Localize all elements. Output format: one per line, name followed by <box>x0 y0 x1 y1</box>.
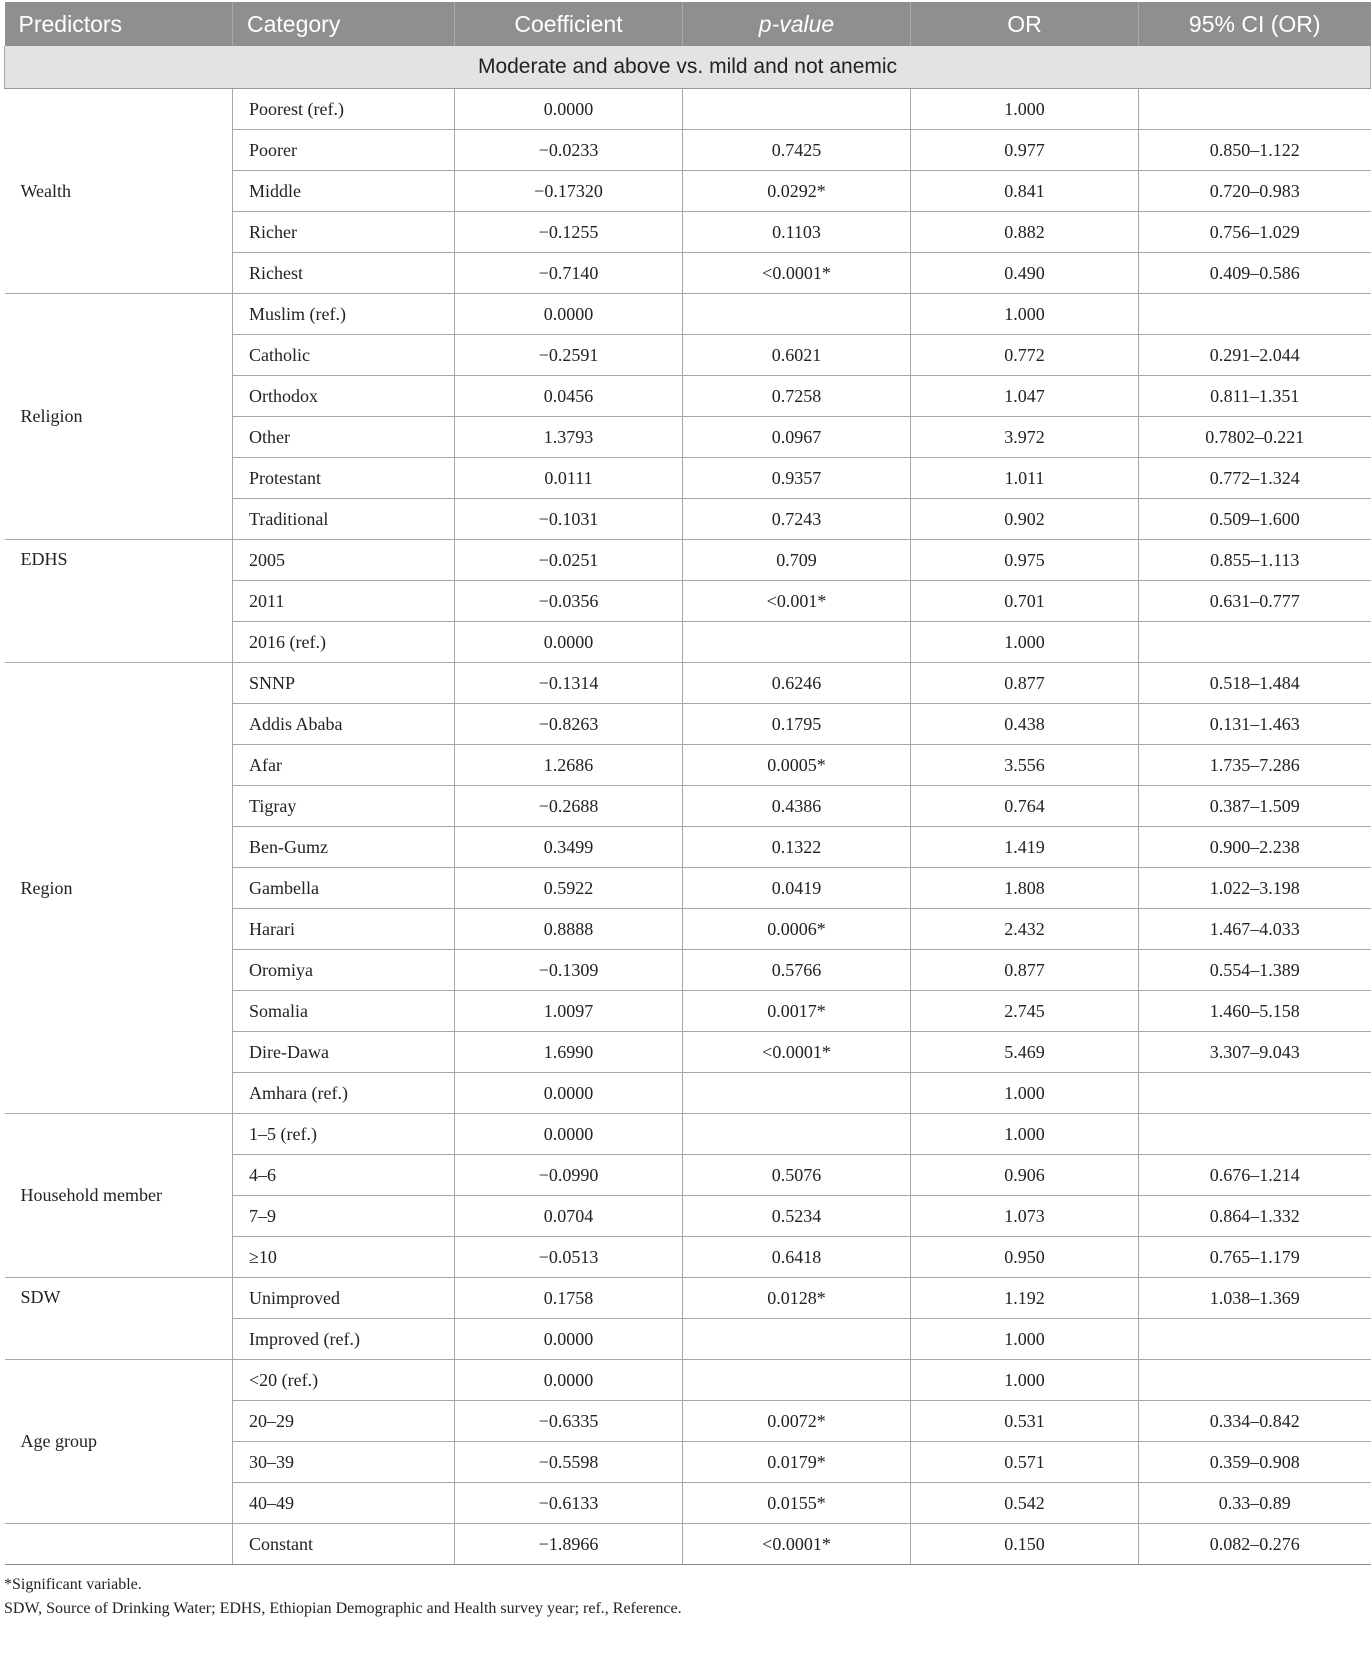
category-cell: Other <box>233 417 455 458</box>
coefficient-cell: 1.6990 <box>455 1032 683 1073</box>
p-value-cell: 0.9357 <box>683 458 911 499</box>
coefficient-cell: 0.3499 <box>455 827 683 868</box>
category-cell: Oromiya <box>233 950 455 991</box>
p-value-cell <box>683 1073 911 1114</box>
ci-cell: 0.850–1.122 <box>1139 130 1371 171</box>
coefficient-cell: −0.8263 <box>455 704 683 745</box>
or-cell: 0.977 <box>911 130 1139 171</box>
or-cell: 1.073 <box>911 1196 1139 1237</box>
coefficient-cell: 0.8888 <box>455 909 683 950</box>
ci-cell: 0.900–2.238 <box>1139 827 1371 868</box>
ci-cell: 0.554–1.389 <box>1139 950 1371 991</box>
ci-cell: 0.7802–0.221 <box>1139 417 1371 458</box>
p-value-cell <box>683 294 911 335</box>
coefficient-cell: −0.0233 <box>455 130 683 171</box>
ci-cell: 3.307–9.043 <box>1139 1032 1371 1073</box>
header-p-value-text: p-value <box>758 10 835 37</box>
header-row <box>5 2 1371 46</box>
or-cell: 0.764 <box>911 786 1139 827</box>
p-value-cell: 0.0006* <box>683 909 911 950</box>
predictor-cell: SDW <box>5 1278 233 1360</box>
p-value-cell: <0.0001* <box>683 253 911 294</box>
p-value-cell: 0.7425 <box>683 130 911 171</box>
category-cell: ≥10 <box>233 1237 455 1278</box>
p-value-cell <box>683 1114 911 1155</box>
coefficient-cell: −0.7140 <box>455 253 683 294</box>
header-coefficient: Coefficient <box>455 2 683 46</box>
category-cell: Orthodox <box>233 376 455 417</box>
ci-cell: 0.131–1.463 <box>1139 704 1371 745</box>
table-row <box>5 1114 1371 1155</box>
header-p-value <box>683 2 911 46</box>
coefficient-cell: 1.0097 <box>455 991 683 1032</box>
ci-cell: 0.334–0.842 <box>1139 1401 1371 1442</box>
p-value-cell: 0.0292* <box>683 171 911 212</box>
coefficient-cell: −0.1314 <box>455 663 683 704</box>
ci-cell: 0.509–1.600 <box>1139 499 1371 540</box>
p-value-cell: 0.0017* <box>683 991 911 1032</box>
coefficient-cell: 0.0111 <box>455 458 683 499</box>
regression-table <box>4 2 1371 1565</box>
p-value-cell <box>683 89 911 130</box>
coefficient-cell: −0.1031 <box>455 499 683 540</box>
p-value-cell: 0.0967 <box>683 417 911 458</box>
category-cell: 7–9 <box>233 1196 455 1237</box>
ci-cell: 1.038–1.369 <box>1139 1278 1371 1319</box>
category-cell: 30–39 <box>233 1442 455 1483</box>
predictor-cell: EDHS <box>5 540 233 663</box>
table-row <box>5 1360 1371 1401</box>
coefficient-cell: −1.8966 <box>455 1524 683 1565</box>
category-cell: Traditional <box>233 499 455 540</box>
category-cell: Poorer <box>233 130 455 171</box>
or-cell: 3.556 <box>911 745 1139 786</box>
table-row <box>5 294 1371 335</box>
coefficient-cell: −0.6335 <box>455 1401 683 1442</box>
coefficient-cell: 0.1758 <box>455 1278 683 1319</box>
category-cell: Tigray <box>233 786 455 827</box>
category-cell: Richer <box>233 212 455 253</box>
p-value-cell: 0.0155* <box>683 1483 911 1524</box>
p-value-cell: 0.709 <box>683 540 911 581</box>
coefficient-cell: −0.1255 <box>455 212 683 253</box>
coefficient-cell: −0.5598 <box>455 1442 683 1483</box>
coefficient-cell: 0.0000 <box>455 294 683 335</box>
category-cell: SNNP <box>233 663 455 704</box>
footnote-abbreviations: SDW, Source of Drinking Water; EDHS, Ethiopian Demographic and Health survey year; ref., Reference. <box>4 1600 682 1617</box>
p-value-cell: 0.0179* <box>683 1442 911 1483</box>
or-cell: 1.000 <box>911 1319 1139 1360</box>
p-value-cell: <0.0001* <box>683 1524 911 1565</box>
category-cell: Dire-Dawa <box>233 1032 455 1073</box>
category-cell: Harari <box>233 909 455 950</box>
ci-cell: 0.756–1.029 <box>1139 212 1371 253</box>
or-cell: 0.841 <box>911 171 1139 212</box>
p-value-cell: 0.1103 <box>683 212 911 253</box>
ci-cell: 0.518–1.484 <box>1139 663 1371 704</box>
ci-cell <box>1139 294 1371 335</box>
category-cell: 2011 <box>233 581 455 622</box>
category-cell: Protestant <box>233 458 455 499</box>
category-cell: Poorest (ref.) <box>233 89 455 130</box>
or-cell: 0.772 <box>911 335 1139 376</box>
or-cell: 1.047 <box>911 376 1139 417</box>
coefficient-cell: −0.2591 <box>455 335 683 376</box>
p-value-cell <box>683 1360 911 1401</box>
coefficient-cell: 0.0000 <box>455 1360 683 1401</box>
ci-cell: 1.460–5.158 <box>1139 991 1371 1032</box>
or-cell: 1.000 <box>911 89 1139 130</box>
category-cell: Ben-Gumz <box>233 827 455 868</box>
or-cell: 1.000 <box>911 1360 1139 1401</box>
p-value-cell: 0.7243 <box>683 499 911 540</box>
ci-cell: 0.720–0.983 <box>1139 171 1371 212</box>
p-value-cell: 0.0005* <box>683 745 911 786</box>
table-document <box>4 2 1370 1621</box>
coefficient-cell: −0.0251 <box>455 540 683 581</box>
ci-cell <box>1139 1360 1371 1401</box>
or-cell: 2.745 <box>911 991 1139 1032</box>
ci-cell <box>1139 1319 1371 1360</box>
ci-cell: 1.467–4.033 <box>1139 909 1371 950</box>
coefficient-cell: 0.0000 <box>455 89 683 130</box>
table-body <box>5 46 1371 1565</box>
p-value-cell: 0.4386 <box>683 786 911 827</box>
or-cell: 1.000 <box>911 622 1139 663</box>
or-cell: 5.469 <box>911 1032 1139 1073</box>
ci-cell: 1.735–7.286 <box>1139 745 1371 786</box>
coefficient-cell: 0.0456 <box>455 376 683 417</box>
category-cell: Afar <box>233 745 455 786</box>
subheader-cell: Moderate and above vs. mild and not anemic <box>5 46 1371 89</box>
p-value-cell: <0.0001* <box>683 1032 911 1073</box>
ci-cell: 0.291–2.044 <box>1139 335 1371 376</box>
or-cell: 1.000 <box>911 1114 1139 1155</box>
ci-cell: 0.631–0.777 <box>1139 581 1371 622</box>
ci-cell: 0.387–1.509 <box>1139 786 1371 827</box>
ci-cell: 0.855–1.113 <box>1139 540 1371 581</box>
coefficient-cell: 0.5922 <box>455 868 683 909</box>
category-cell: 1–5 (ref.) <box>233 1114 455 1155</box>
coefficient-cell: −0.2688 <box>455 786 683 827</box>
coefficient-cell: 0.0000 <box>455 1319 683 1360</box>
ci-cell: 0.811–1.351 <box>1139 376 1371 417</box>
predictor-cell: Age group <box>5 1360 233 1524</box>
or-cell: 1.000 <box>911 1073 1139 1114</box>
ci-cell: 0.409–0.586 <box>1139 253 1371 294</box>
coefficient-cell: −0.1309 <box>455 950 683 991</box>
coefficient-cell: 0.0000 <box>455 1114 683 1155</box>
or-cell: 0.571 <box>911 1442 1139 1483</box>
category-cell: Constant <box>233 1524 455 1565</box>
ci-cell: 0.082–0.276 <box>1139 1524 1371 1565</box>
or-cell: 0.531 <box>911 1401 1139 1442</box>
ci-cell: 0.33–0.89 <box>1139 1483 1371 1524</box>
category-cell: 2016 (ref.) <box>233 622 455 663</box>
category-cell: 40–49 <box>233 1483 455 1524</box>
ci-cell: 0.359–0.908 <box>1139 1442 1371 1483</box>
or-cell: 1.011 <box>911 458 1139 499</box>
coefficient-cell: −0.0990 <box>455 1155 683 1196</box>
or-cell: 3.972 <box>911 417 1139 458</box>
or-cell: 2.432 <box>911 909 1139 950</box>
ci-cell <box>1139 1114 1371 1155</box>
predictor-cell: Region <box>5 663 233 1114</box>
p-value-cell <box>683 622 911 663</box>
p-value-cell: 0.6021 <box>683 335 911 376</box>
p-value-cell: 0.1795 <box>683 704 911 745</box>
category-cell: Addis Ababa <box>233 704 455 745</box>
ci-cell <box>1139 622 1371 663</box>
category-cell: Muslim (ref.) <box>233 294 455 335</box>
table-row <box>5 1278 1371 1319</box>
coefficient-cell: −0.0513 <box>455 1237 683 1278</box>
or-cell: 0.877 <box>911 950 1139 991</box>
coefficient-cell: −0.0356 <box>455 581 683 622</box>
footnote-significant: *Significant variable. <box>4 1576 142 1593</box>
or-cell: 0.490 <box>911 253 1139 294</box>
p-value-cell: 0.6418 <box>683 1237 911 1278</box>
or-cell: 0.906 <box>911 1155 1139 1196</box>
or-cell: 1.419 <box>911 827 1139 868</box>
or-cell: 0.701 <box>911 581 1139 622</box>
table-row <box>5 89 1371 130</box>
coefficient-cell: 1.3793 <box>455 417 683 458</box>
p-value-cell: <0.001* <box>683 581 911 622</box>
header-predictors: Predictors <box>5 2 233 46</box>
p-value-cell: 0.0072* <box>683 1401 911 1442</box>
ci-cell: 0.676–1.214 <box>1139 1155 1371 1196</box>
p-value-cell: 0.6246 <box>683 663 911 704</box>
p-value-cell <box>683 1319 911 1360</box>
ci-cell: 1.022–3.198 <box>1139 868 1371 909</box>
footnotes <box>4 1573 1370 1621</box>
coefficient-cell: 0.0000 <box>455 1073 683 1114</box>
coefficient-cell: −0.6133 <box>455 1483 683 1524</box>
ci-cell <box>1139 89 1371 130</box>
or-cell: 0.975 <box>911 540 1139 581</box>
or-cell: 1.192 <box>911 1278 1139 1319</box>
category-cell: 4–6 <box>233 1155 455 1196</box>
header-ci: 95% CI (OR) <box>1139 2 1371 46</box>
subheader-row <box>5 46 1371 89</box>
predictor-cell <box>5 1524 233 1565</box>
or-cell: 0.950 <box>911 1237 1139 1278</box>
or-cell: 0.902 <box>911 499 1139 540</box>
predictor-cell: Household member <box>5 1114 233 1278</box>
category-cell: Middle <box>233 171 455 212</box>
category-cell: Unimproved <box>233 1278 455 1319</box>
category-cell: 20–29 <box>233 1401 455 1442</box>
category-cell: Gambella <box>233 868 455 909</box>
category-cell: Amhara (ref.) <box>233 1073 455 1114</box>
predictor-cell: Religion <box>5 294 233 540</box>
coefficient-cell: 1.2686 <box>455 745 683 786</box>
p-value-cell: 0.5766 <box>683 950 911 991</box>
or-cell: 0.438 <box>911 704 1139 745</box>
category-cell: <20 (ref.) <box>233 1360 455 1401</box>
category-cell: 2005 <box>233 540 455 581</box>
or-cell: 0.150 <box>911 1524 1139 1565</box>
coefficient-cell: 0.0704 <box>455 1196 683 1237</box>
or-cell: 1.000 <box>911 294 1139 335</box>
category-cell: Catholic <box>233 335 455 376</box>
or-cell: 0.542 <box>911 1483 1139 1524</box>
p-value-cell: 0.5076 <box>683 1155 911 1196</box>
ci-cell: 0.772–1.324 <box>1139 458 1371 499</box>
predictor-cell: Wealth <box>5 89 233 294</box>
category-cell: Improved (ref.) <box>233 1319 455 1360</box>
or-cell: 0.882 <box>911 212 1139 253</box>
p-value-cell: 0.0419 <box>683 868 911 909</box>
table-row <box>5 663 1371 704</box>
coefficient-cell: 0.0000 <box>455 622 683 663</box>
ci-cell: 0.864–1.332 <box>1139 1196 1371 1237</box>
header-or: OR <box>911 2 1139 46</box>
ci-cell: 0.765–1.179 <box>1139 1237 1371 1278</box>
category-cell: Richest <box>233 253 455 294</box>
ci-cell <box>1139 1073 1371 1114</box>
table-row <box>5 1524 1371 1565</box>
or-cell: 0.877 <box>911 663 1139 704</box>
p-value-cell: 0.0128* <box>683 1278 911 1319</box>
header-category: Category <box>233 2 455 46</box>
coefficient-cell: −0.17320 <box>455 171 683 212</box>
table-row <box>5 540 1371 581</box>
category-cell: Somalia <box>233 991 455 1032</box>
p-value-cell: 0.1322 <box>683 827 911 868</box>
p-value-cell: 0.7258 <box>683 376 911 417</box>
or-cell: 1.808 <box>911 868 1139 909</box>
p-value-cell: 0.5234 <box>683 1196 911 1237</box>
